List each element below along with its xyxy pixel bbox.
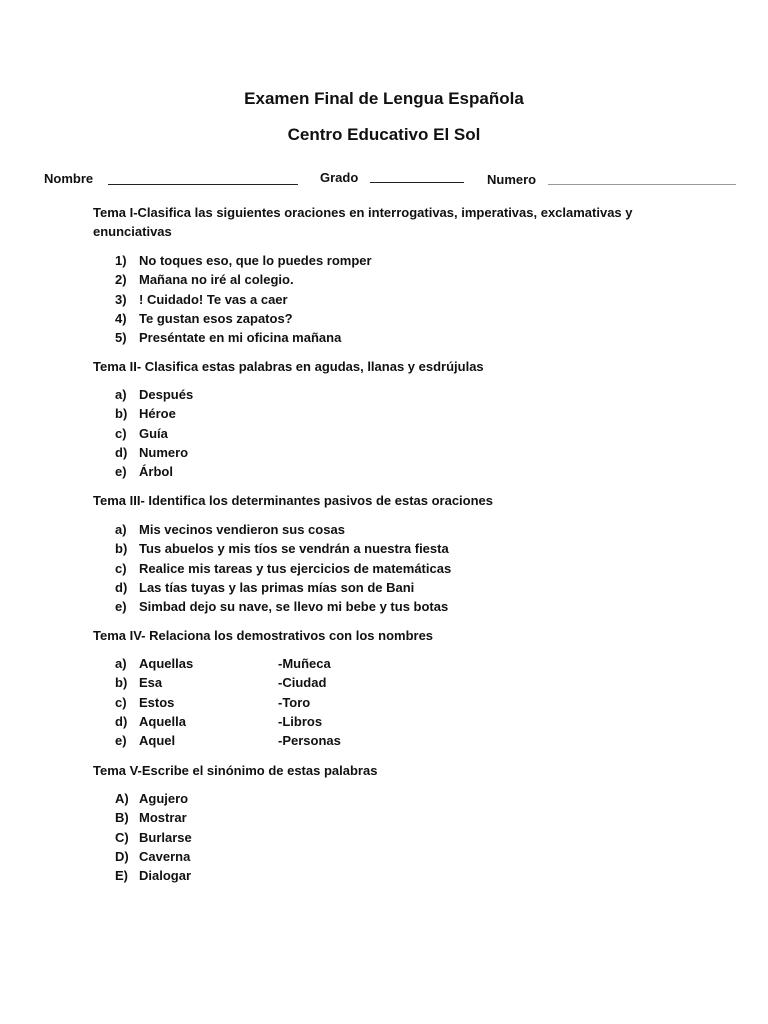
- item-text: Te gustan esos zapatos?: [139, 310, 293, 326]
- item-marker: b): [115, 675, 128, 691]
- item-marker: d): [115, 579, 128, 595]
- exam-title: Examen Final de Lengua Española: [244, 89, 524, 108]
- item-marker: e): [115, 733, 127, 749]
- section-title: Tema III- Identifica los determinantes pasivos de estas oraciones: [93, 493, 494, 508]
- item-marker: b): [115, 541, 128, 557]
- item-marker: e): [115, 464, 127, 480]
- item-marker: E): [115, 868, 128, 884]
- item-text: Mis vecinos vendieron sus cosas: [139, 522, 345, 537]
- match-option: -Ciudad: [278, 675, 327, 691]
- school-name: Centro Educativo El Sol: [287, 125, 481, 144]
- item-text: Mostrar: [139, 810, 187, 826]
- match-option: -Personas: [278, 733, 341, 749]
- item-text: Esa: [139, 675, 163, 691]
- item-marker: c): [115, 425, 127, 441]
- item-text: Simbad dejo su nave, se llevo mi bebe y tus botas: [139, 599, 449, 615]
- item-marker: B): [115, 810, 129, 826]
- match-option: -Toro: [278, 694, 311, 710]
- item-text: Realice mis tareas y tus ejercicios de matemáticas: [139, 560, 452, 576]
- item-text: Héroe: [139, 406, 176, 422]
- grade-field[interactable]: [370, 182, 464, 183]
- section-title: Tema I-Clasifica las siguientes oraciones en interrogativas, imperativas, exclamativas y enunciativas: [93, 205, 633, 239]
- match-option: -Libros: [278, 713, 323, 729]
- item-marker: 4): [115, 310, 127, 326]
- item-text: Después: [139, 387, 194, 402]
- section-title: Tema II- Clasifica estas palabras en agudas, llanas y esdrújulas: [93, 359, 484, 374]
- item-marker: 3): [115, 291, 127, 307]
- item-text: Mañana no iré al colegio.: [139, 272, 294, 288]
- number-field[interactable]: [548, 184, 736, 185]
- item-text: Agujero: [139, 791, 189, 806]
- item-marker: b): [115, 406, 128, 422]
- name-label: Nombre: [44, 171, 94, 186]
- item-marker: a): [115, 656, 127, 671]
- item-text: Caverna: [139, 848, 191, 864]
- item-text: Numero: [139, 444, 189, 460]
- item-marker: d): [115, 444, 128, 460]
- item-text: Tus abuelos y mis tíos se vendrán a nuestra fiesta: [139, 541, 449, 557]
- item-marker: d): [115, 713, 128, 729]
- name-field[interactable]: [108, 184, 298, 185]
- item-marker: a): [115, 522, 127, 537]
- item-marker: 2): [115, 272, 127, 288]
- item-marker: a): [115, 387, 127, 402]
- item-text: Burlarse: [139, 829, 192, 845]
- item-text: Preséntate en mi oficina mañana: [139, 330, 342, 346]
- item-text: Guía: [139, 425, 168, 441]
- item-text: Aquellas: [139, 656, 194, 671]
- item-text: ! Cuidado! Te vas a caer: [139, 291, 288, 307]
- match-option: -Muñeca: [278, 656, 331, 671]
- number-label: Numero: [487, 172, 537, 187]
- section-title: Tema IV- Relaciona los demostrativos con los nombres: [93, 628, 434, 643]
- item-text: Las tías tuyas y las primas mías son de Bani: [139, 579, 415, 595]
- item-marker: e): [115, 599, 127, 615]
- item-text: Árbol: [139, 464, 173, 480]
- item-text: No toques eso, que lo puedes romper: [139, 253, 372, 268]
- item-marker: C): [115, 829, 129, 845]
- item-text: Estos: [139, 694, 175, 710]
- item-text: Aquel: [139, 733, 176, 749]
- item-marker: D): [115, 848, 129, 864]
- item-marker: 5): [115, 330, 127, 346]
- section-title: Tema V-Escribe el sinónimo de estas palabras: [93, 763, 378, 778]
- item-marker: c): [115, 560, 127, 576]
- grade-label: Grado: [320, 170, 359, 185]
- item-marker: 1): [115, 253, 127, 268]
- item-text: Dialogar: [139, 868, 192, 884]
- item-marker: A): [115, 791, 129, 806]
- item-text: Aquella: [139, 713, 186, 729]
- item-marker: c): [115, 694, 127, 710]
